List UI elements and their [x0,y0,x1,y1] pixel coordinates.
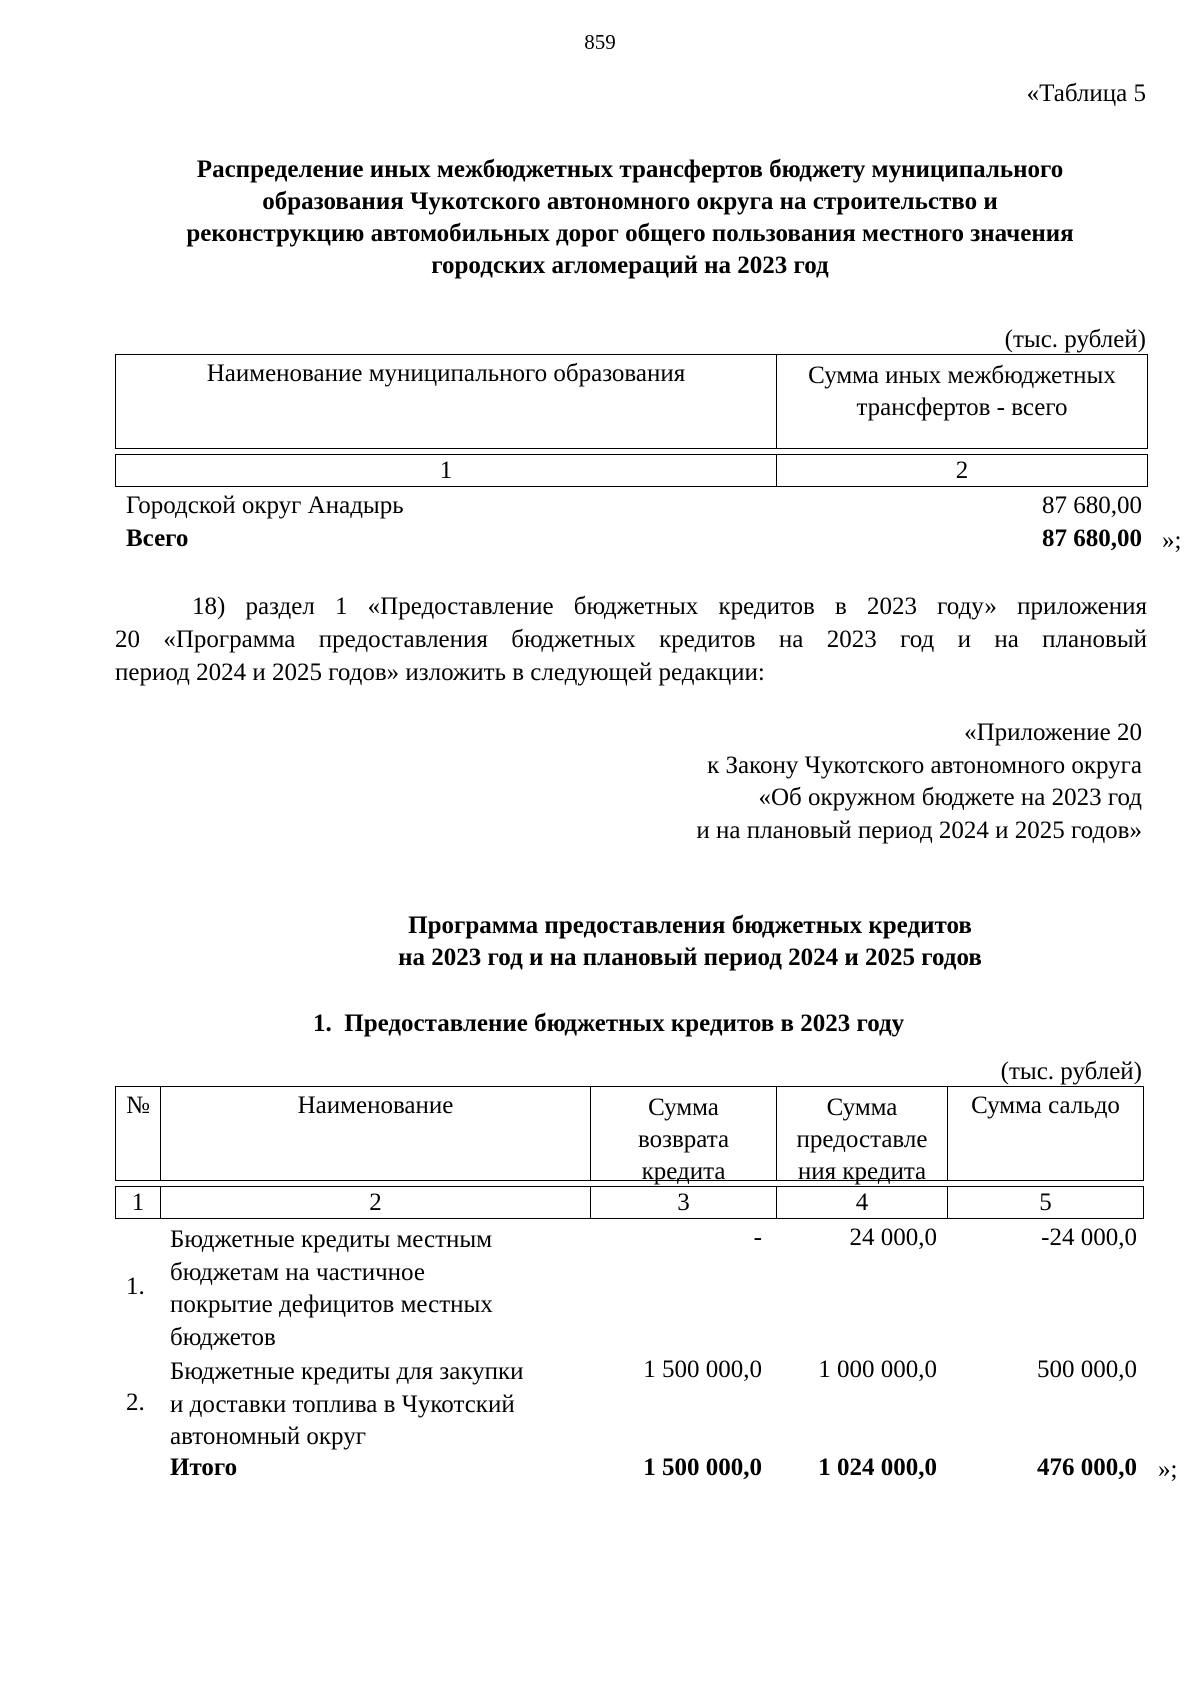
table5-title-line: городских агломераций на 2023 год [431,252,829,279]
program-total-balance: 476 000,0 [1037,1454,1137,1481]
appendix-line: к Закону Чукотского автономного округа [707,751,1142,779]
program-row-return: 1 500 000,0 [643,1356,762,1383]
program-colnum: 1 [131,1189,145,1216]
program-row-num: 2. [126,1389,145,1416]
program-title [200,910,1180,974]
table5-unit: (тыс. рублей) [1004,326,1146,353]
table5-header-name: Наименование муниципального образования [206,360,686,387]
program-header-return-line: Сумма [648,1094,719,1121]
program-header-provision-line: Сумма [826,1094,898,1121]
program-header-return-line: кредита [641,1158,726,1185]
program-row-name-line: Бюджетные кредиты местным [170,1226,493,1253]
program-row-provision: 1 000 000,0 [818,1356,937,1383]
program-title-line: на 2023 год и на плановый период 2024 и 2025 годов [398,944,982,971]
table5-closing-quote: »; [1162,527,1182,554]
program-row-balance: 500 000,0 [1037,1356,1137,1383]
program-row-name-line: автономный округ [170,1423,366,1450]
program-header-provision-line: предоставле [796,1126,928,1153]
paragraph-18-line: период 2024 и 2025 годов» изложить в следующей редакции: [115,659,765,686]
program-row-name [170,1224,493,1354]
program-header-balance: Сумма сальдо [971,1092,1120,1119]
appendix-line: «Об окружном бюджете на 2023 год [758,784,1142,811]
table5-header-amount [777,360,1147,424]
program-row-provision: 24 000,0 [849,1224,937,1251]
program-total-provision: 1 024 000,0 [818,1454,937,1481]
program-header-return-line: возврата [637,1126,730,1153]
table5-header-amount-line: трансфертов - всего [856,394,1068,421]
paragraph-18 [115,590,1147,689]
table5-title-line: реконструкцию автомобильных дорог общего пользования местного значения [186,220,1074,247]
table5-title-line: Распределение иных межбюджетных трансфертов бюджету муниципального [196,156,1064,183]
page-number: 859 [584,30,616,54]
table5-row-name: Городской округ Анадырь [126,492,404,519]
table5-row-amount: 87 680,00 [1042,492,1142,519]
program-colnum: 2 [369,1189,382,1216]
program-row-balance: -24 000,0 [1041,1224,1137,1251]
table5-colnum: 2 [955,457,969,484]
program-row-name-line: и доставки топлива в Чукотский [170,1390,515,1418]
program-header-provision-line: ния кредита [797,1158,927,1185]
section-title: 1. Предоставление бюджетных кредитов в 2023 году [313,1010,905,1037]
program-total-label: Итого [170,1454,238,1481]
paragraph-18-line: 18) раздел 1 «Предоставление бюджетных кредитов в 2023 году» приложения [192,593,1147,620]
program-colnum: 5 [1039,1189,1052,1216]
appendix-line: «Приложение 20 [964,719,1142,746]
program-header-provision [777,1092,947,1188]
program-header-name: Наименование [297,1092,454,1119]
program-total-return: 1 500 000,0 [643,1454,762,1481]
program-closing-quote: »; [1158,1456,1178,1483]
table5-title [60,154,1200,282]
table5-total-label: Всего [126,525,189,552]
appendix-block [696,717,1142,847]
program-colnum: 4 [855,1189,869,1216]
program-colnum: 3 [677,1189,690,1216]
program-row-name-line: бюджетам на частичное [170,1258,425,1286]
program-row-name [170,1356,524,1454]
appendix-line: и на плановый период 2024 и 2025 годов» [696,816,1142,844]
program-unit: (тыс. рублей) [1000,1058,1142,1085]
table5-colnum: 1 [439,457,453,484]
program-header-num: № [126,1092,150,1119]
program-row-name-line: покрытие дефицитов местных [170,1291,493,1318]
table5-header-amount-line: Сумма иных межбюджетных [808,362,1116,389]
table5-total-amount: 87 680,00 [1042,525,1142,552]
program-row-return: - [753,1224,762,1251]
program-row-name-line: бюджетов [170,1323,276,1351]
program-title-line: Программа предоставления бюджетных кредитов [408,912,972,939]
program-row-name-line: Бюджетные кредиты для закупки [170,1358,524,1385]
paragraph-18-line: 20 «Программа предоставления бюджетных кредитов на 2023 год и на плановый [115,626,1147,653]
table5-title-line: образования Чукотского автономного округа на строительство и [262,188,998,215]
program-row-num: 1. [126,1273,145,1300]
program-header-return [591,1092,776,1188]
table-label: «Таблица 5 [1026,80,1146,107]
